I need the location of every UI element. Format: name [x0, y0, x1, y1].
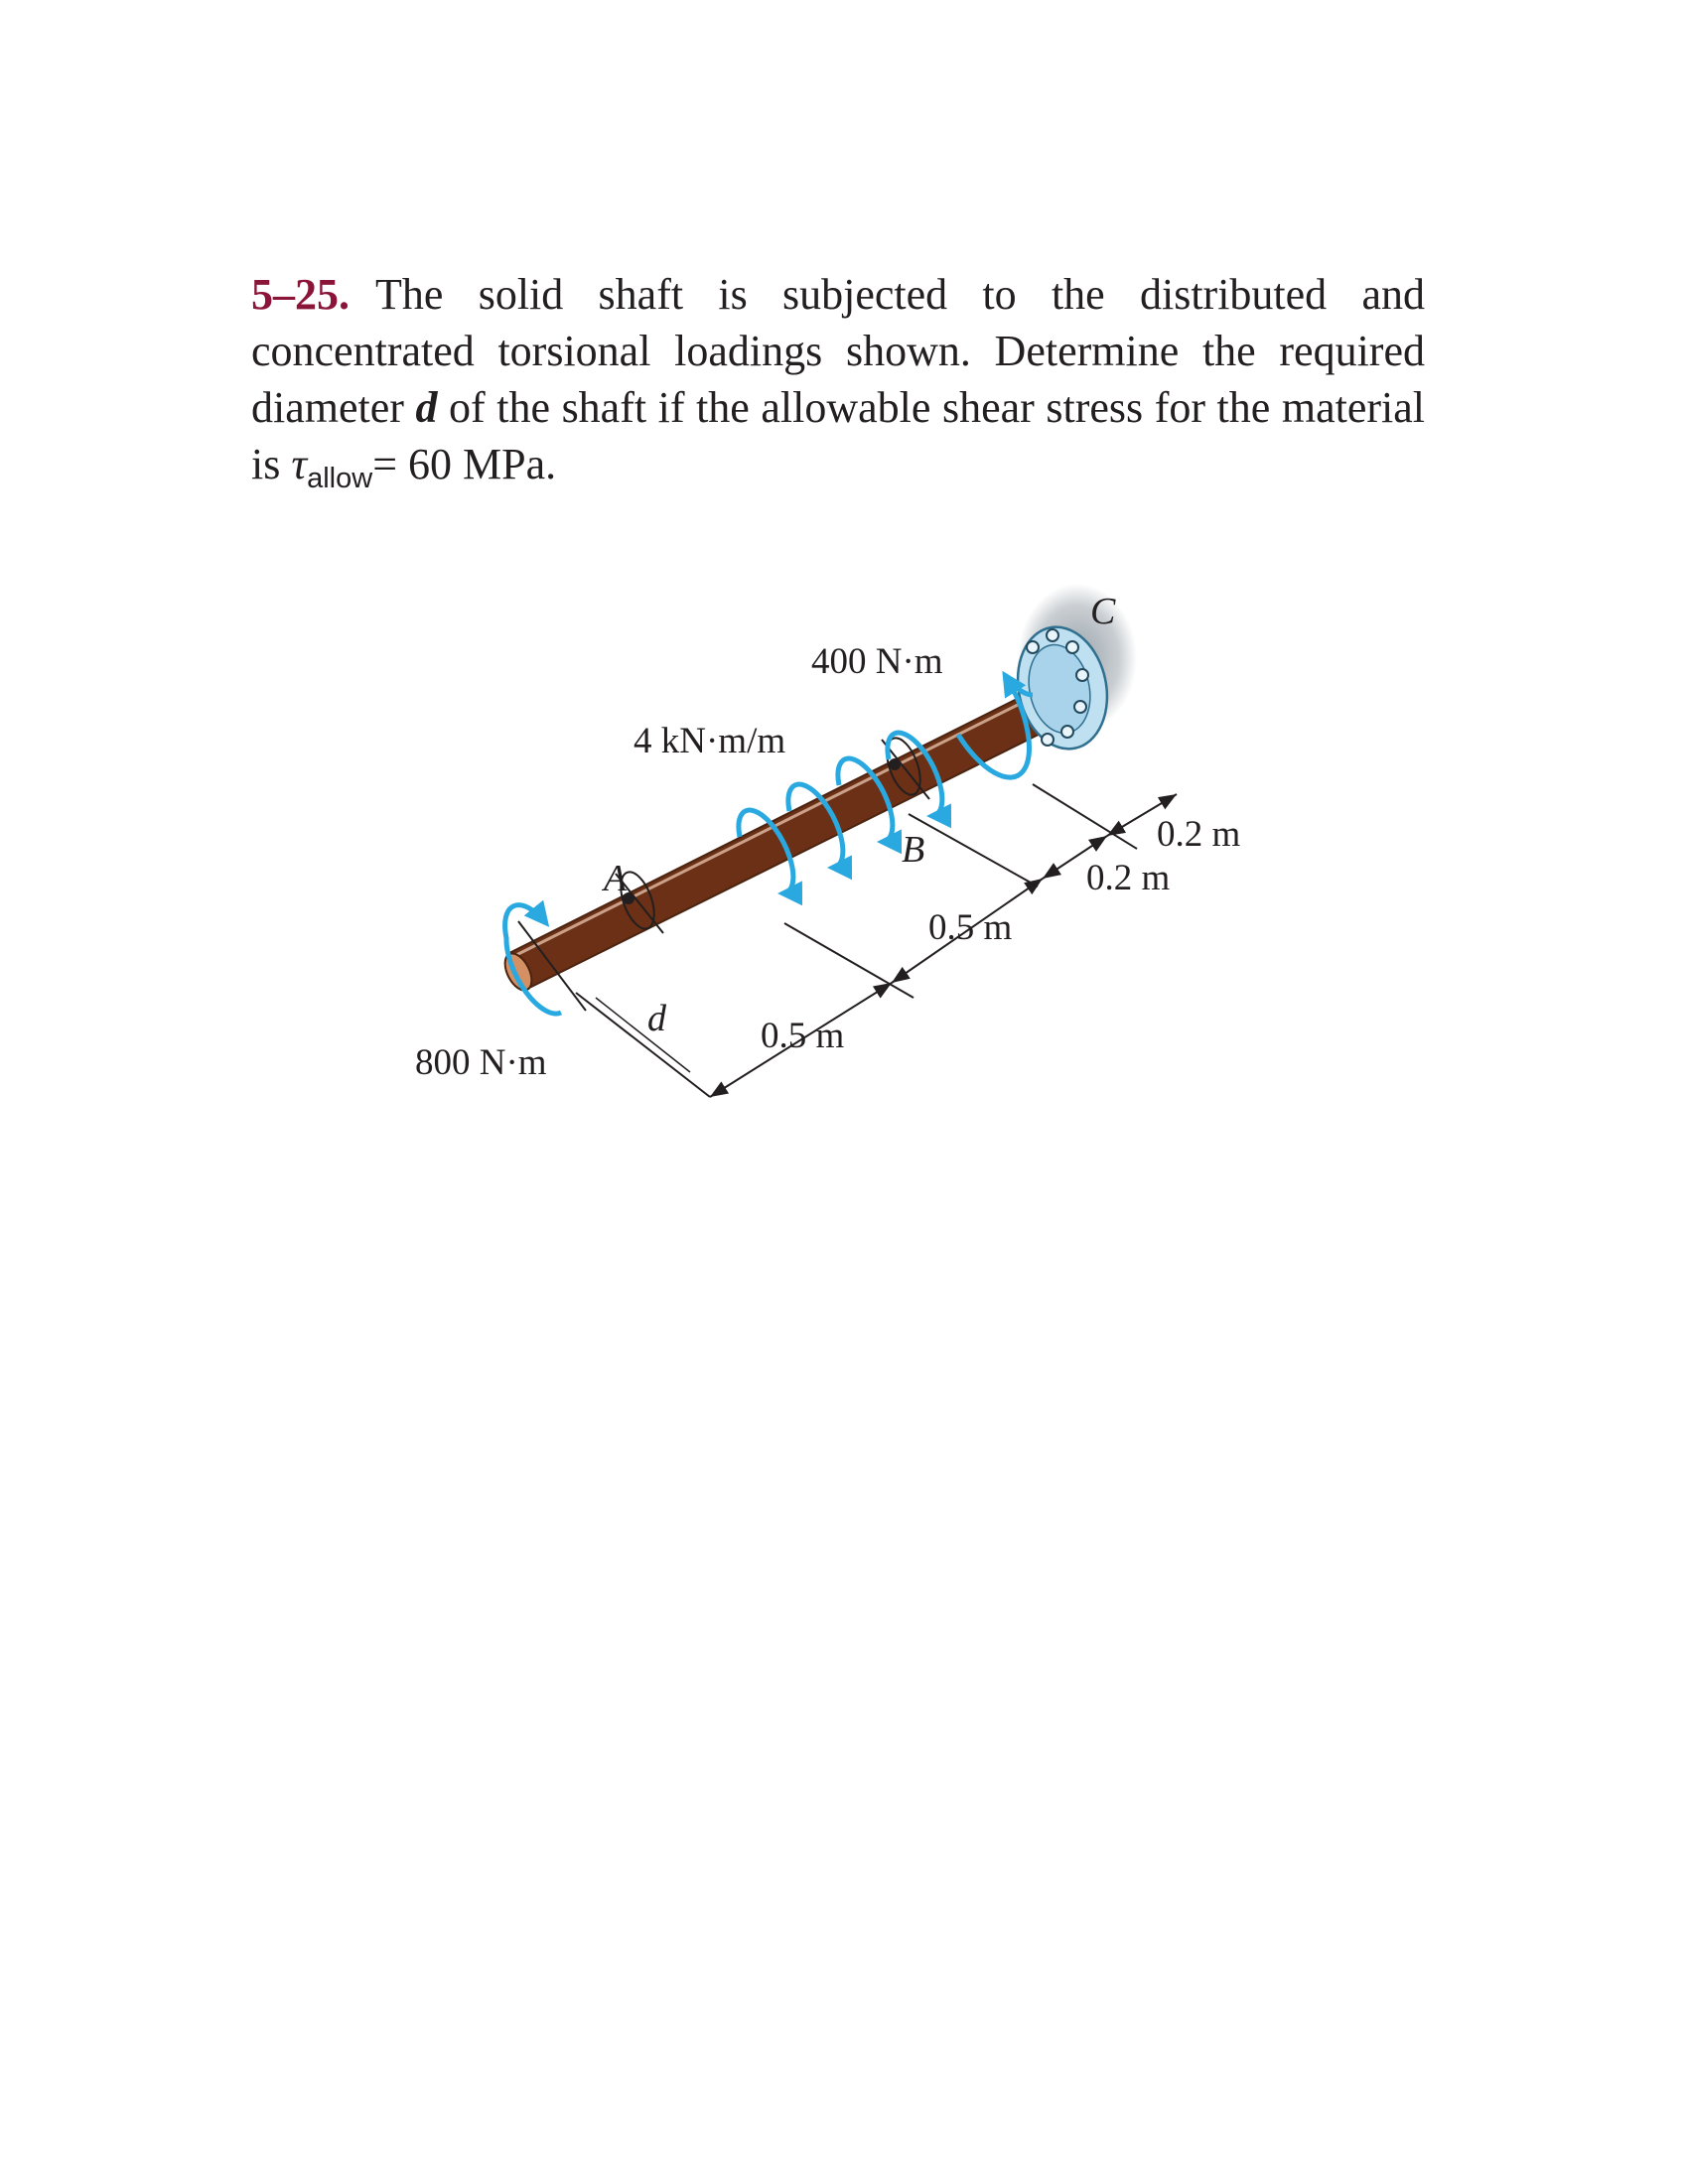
label-diameter: d	[647, 998, 666, 1039]
label-point-a: A	[604, 858, 628, 899]
label-distributed-torque: 4 kN·m/m	[633, 721, 786, 761]
label-length-2: 0.5 m	[928, 907, 1013, 948]
label-length-4: 0.2 m	[1157, 814, 1241, 855]
label-length-3: 0.2 m	[1086, 858, 1171, 898]
problem-text-2: of the shaft if the allowable shear stress for the material is	[251, 383, 1426, 488]
label-length-1: 0.5 m	[761, 1016, 845, 1056]
problem-text-3: = 60 MPa.	[372, 440, 557, 488]
tau-subscript: allow	[307, 463, 373, 494]
diameter-variable: d	[415, 383, 438, 432]
label-torque-end: 800 N·m	[415, 1042, 547, 1083]
problem-number: 5–25.	[251, 270, 350, 319]
label-point-c: C	[1090, 591, 1116, 632]
label-point-b: B	[902, 829, 925, 871]
tau-symbol: τ	[291, 440, 308, 488]
label-torque-c: 400 N·m	[811, 641, 943, 682]
problem-text-1: The solid shaft is subjected to the distributed and concentrated torsional loadings shown. Determine the required diameter	[251, 270, 1425, 432]
